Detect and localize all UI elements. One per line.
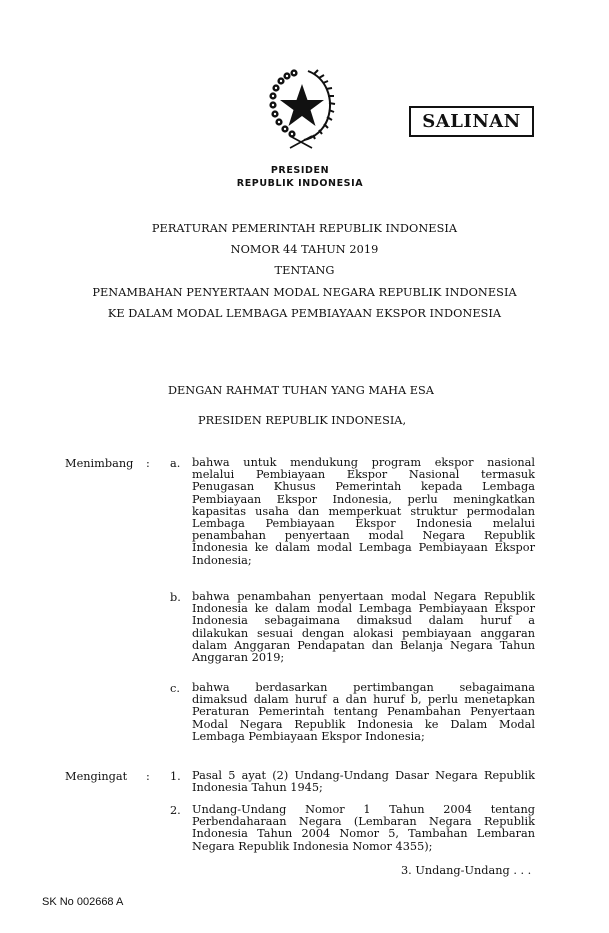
text-line: Indonesia ke dalam modal Lembaga Pembiayaan Ekspor [192, 602, 535, 616]
text-line: Indonesia ke dalam modal Lembaga Pembiayaan Ekspor [192, 541, 535, 555]
text-line: Lembaga Pembiayaan Ekspor Indonesia; [192, 729, 425, 743]
text-line: Negara Republik Indonesia Nomor 4355); [192, 839, 433, 853]
text-line: dalam Anggaran Pendapatan dan Belanja Negara Tahun [192, 638, 535, 652]
menimbang-colon: : [146, 457, 150, 470]
mengingat-colon: : [146, 770, 150, 783]
text-line: Pasal 5 ayat (2) Undang-Undang Dasar Negara Republik [192, 769, 535, 782]
item-marker: c. [170, 682, 180, 695]
text-line: bahwa penambahan penyertaan modal Negara Republik [192, 590, 535, 603]
text-line: Indonesia Tahun 1945; [192, 781, 323, 795]
title-subject-line-1: PENAMBAHAN PENYERTAAN MODAL NEGARA REPUBLIK INDONESIA [92, 286, 517, 299]
text-line: Undang-Undang Nomor 1 Tahun 2004 tentang [192, 803, 535, 816]
text-line: dimaksud dalam huruf a dan huruf b, perlu menetapkan [192, 693, 535, 707]
institution-line-presiden: PRESIDEN [270, 165, 330, 176]
text-line: Perbendaharaan Negara (Lembaran Negara Republik [192, 815, 535, 829]
text-line: Lembaga Pembiayaan Ekspor Indonesia melalui [192, 516, 535, 530]
title-subject-line-2: KE DALAM MODAL LEMBAGA PEMBIAYAAN EKSPOR INDONESIA [107, 307, 502, 320]
item-text [192, 682, 535, 743]
text-line: dilakukan sesuai dengan alokasi pembiayaan anggaran [192, 626, 535, 640]
institution-line-republik: REPUBLIK INDONESIA [236, 178, 364, 189]
item-marker: a. [170, 457, 181, 470]
salinan-stamp: SALINAN [409, 106, 534, 137]
text-line: Modal Negara Republik Indonesia ke Dalam Modal [192, 717, 535, 731]
item-text [192, 591, 535, 664]
text-line: penambahan penyertaan modal Negara Republik [192, 529, 535, 543]
text-line: bahwa berdasarkan pertimbangan sebagaimana [192, 681, 535, 694]
menimbang-label: Menimbang [65, 457, 134, 470]
title-regulation-type: PERATURAN PEMERINTAH REPUBLIK INDONESIA [151, 222, 458, 235]
item-marker: 2. [170, 804, 181, 817]
text-line: Penugasan Khusus Pemerintah kepada Lembaga [192, 480, 535, 494]
garuda-star-emblem-icon [268, 68, 336, 150]
text-line: Peraturan Pemerintah tentang Penambahan Penyertaan [192, 705, 535, 719]
item-marker: b. [170, 591, 181, 604]
item-text [192, 804, 535, 853]
title-tentang: TENTANG [274, 264, 335, 277]
page-continuation: 3. Undang-Undang . . . [401, 864, 532, 877]
item-text [192, 770, 535, 794]
text-line: Anggaran 2019; [192, 650, 285, 664]
text-line: Pembiayaan Ekspor Indonesia, perlu meningkatkan [192, 492, 535, 506]
sk-number: SK No 002668 A [42, 896, 124, 908]
item-text [192, 457, 535, 567]
text-line: Indonesia; [192, 553, 252, 567]
text-line: Indonesia Tahun 2004 Nomor 5, Tambahan Lembaran [192, 827, 535, 841]
preamble-president: PRESIDEN REPUBLIK INDONESIA, [198, 414, 407, 427]
text-line: melalui Pembiayaan Ekspor Nasional termasuk [192, 468, 535, 482]
text-line: Indonesia sebagaimana dimaksud dalam huruf a [192, 614, 535, 628]
text-line: bahwa untuk mendukung program ekspor nasional [192, 456, 535, 469]
title-number-year: NOMOR 44 TAHUN 2019 [230, 243, 379, 256]
item-marker: 1. [170, 770, 181, 783]
preamble-divine-grace: DENGAN RAHMAT TUHAN YANG MAHA ESA [168, 384, 434, 397]
mengingat-label: Mengingat [65, 770, 128, 783]
text-line: kapasitas usaha dan memperkuat struktur permodalan [192, 504, 535, 518]
